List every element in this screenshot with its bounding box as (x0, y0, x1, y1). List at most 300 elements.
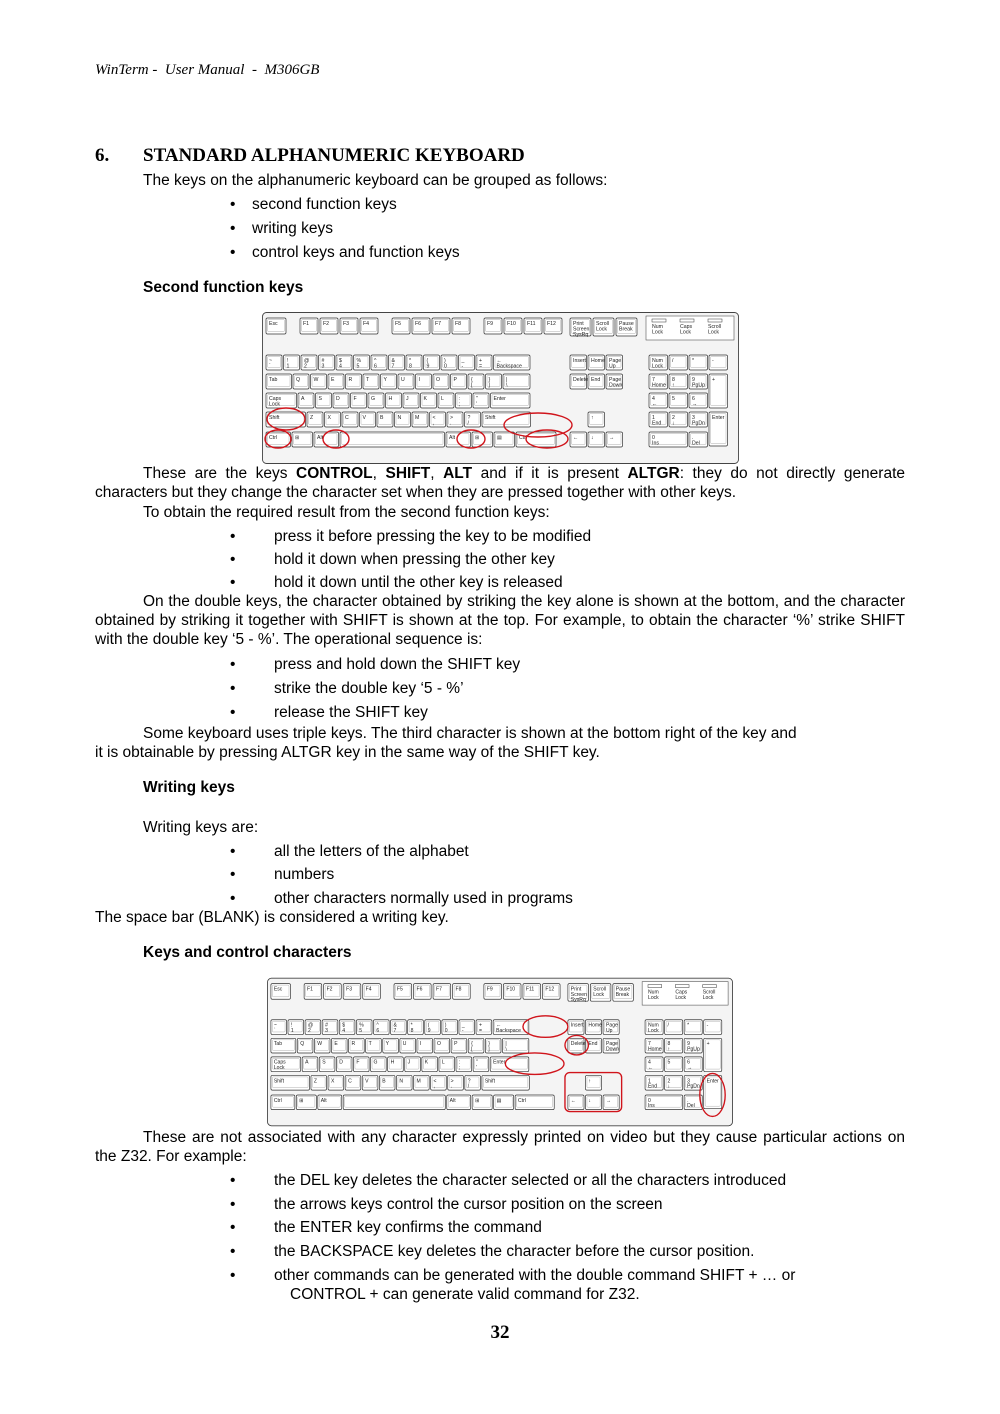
key-label: F1 (307, 986, 313, 993)
key-label: } (488, 1041, 490, 1048)
key-label: Lock (269, 401, 280, 408)
key-label: 8 (410, 1027, 414, 1034)
key (371, 1057, 387, 1072)
numpad-key (689, 432, 708, 447)
space-bar-note: The space bar (BLANK) is considered a writing key. (95, 909, 449, 926)
key (298, 393, 314, 408)
key-label: ] (488, 1046, 490, 1053)
key-label: L (441, 396, 444, 402)
running-header: WinTerm - User Manual - M306GB (95, 62, 320, 78)
list-item: • numbers (230, 866, 335, 883)
numpad-key (665, 1057, 683, 1072)
key (379, 1075, 395, 1090)
key-label: 8 (667, 1041, 671, 1048)
function-key (363, 984, 381, 1000)
section-heading (95, 145, 525, 167)
numpad-key (689, 412, 708, 427)
key (447, 412, 463, 427)
function-key (524, 318, 542, 334)
list-item: • the DEL key deletes the character selected or all the characters introduced (230, 1172, 787, 1189)
backspace-key (494, 355, 531, 370)
key (328, 374, 344, 389)
key-label: [ (471, 382, 473, 389)
key-label: + (712, 377, 716, 383)
key-label: 2 (304, 363, 307, 370)
nav-key (588, 355, 605, 370)
key-label: . (687, 1097, 689, 1104)
key-label: W (313, 377, 319, 383)
key-label: Delete (570, 1041, 586, 1048)
key-label: End (591, 377, 601, 383)
numpad-key (684, 1075, 702, 1090)
function-key (392, 318, 410, 334)
triple-keys-line-2: it is obtainable by pressing ALTGR key in the same way of the SHIFT key. (95, 744, 600, 761)
key-label: Page (605, 1022, 618, 1029)
key-label: U (402, 1041, 407, 1048)
key-label: Delete (573, 377, 588, 383)
key-label: 8 (409, 363, 412, 370)
key (266, 355, 282, 370)
key-label: P (453, 377, 457, 383)
key (386, 393, 402, 408)
double-keys-paragraph: On the double keys, the character obtained by striking the key alone is shown at the bottom, and the character obtained by striking it together with SHIFT is shown at the top. For example, to obtain the character ‘%’ strike SHIFT with the double key ‘5 - %’. The operational sequence is: (95, 593, 905, 648)
key-label: 3 (321, 363, 325, 370)
key (288, 1020, 304, 1035)
key-label: @ (308, 1022, 314, 1029)
key-label: 4 (652, 396, 655, 402)
key-label: O (436, 1041, 441, 1048)
tab-key (266, 374, 292, 389)
key-label: ; (458, 1065, 461, 1072)
intro-text: The keys on the alphanumeric keyboard can be grouped as follows: (143, 172, 608, 189)
key-label: < (432, 415, 436, 421)
key-label: ↑ (672, 382, 675, 389)
key-label: N (399, 1078, 404, 1085)
section-number: 6. (95, 145, 110, 166)
key-label: → (692, 401, 698, 408)
arrow-key (606, 432, 623, 447)
key-label: " (476, 1059, 478, 1066)
key-label: & (393, 1022, 397, 1029)
key-label: Ins (652, 440, 659, 447)
key (336, 355, 352, 370)
key (319, 355, 335, 370)
function-key (300, 318, 318, 334)
key-label: ← (648, 1065, 654, 1072)
key-label: , (432, 420, 434, 427)
key-label: F4 (365, 986, 372, 993)
key-label: / (672, 358, 674, 364)
key-label: : (458, 1059, 461, 1066)
nav-key (568, 1038, 586, 1053)
key-label: N (397, 415, 402, 421)
key-label: Num (648, 1022, 659, 1029)
function-key (504, 318, 522, 334)
key (456, 393, 472, 408)
function-key (544, 318, 562, 334)
key-label: Down (609, 382, 623, 389)
numpad-key (645, 1038, 663, 1053)
key-label: ↓ (588, 1097, 591, 1104)
key-label: → (605, 1097, 612, 1104)
function-key (503, 984, 521, 1000)
system-key (570, 318, 591, 338)
key-label: Alt (317, 435, 324, 441)
group-item: • second function keys (230, 196, 397, 213)
key-label: C (348, 1078, 352, 1085)
key (468, 374, 484, 389)
ctrl-key (266, 432, 291, 447)
key-label: Q (296, 377, 301, 383)
key (339, 1020, 355, 1035)
key-label: 7 (648, 1041, 651, 1048)
key-label: F7 (436, 986, 442, 993)
indicator-label: Lock (675, 994, 687, 1001)
nav-key (570, 374, 588, 389)
key (451, 374, 467, 389)
triple-keys-line-1: Some keyboard uses triple keys. The third character is shown at the bottom right of the key and (143, 725, 797, 742)
key-label: S (318, 396, 322, 402)
key-label: End (588, 1041, 598, 1048)
key-label: 6 (687, 1059, 690, 1066)
key-label: = (478, 1027, 482, 1034)
function-key (452, 318, 470, 334)
list-item: • hold it down until the other key is released (230, 574, 563, 591)
key (333, 393, 349, 408)
key-label: Backspace (496, 1027, 521, 1034)
key-label: Screen (570, 991, 587, 998)
indicator-label: Lock (648, 994, 659, 1001)
key-label: PgDn (692, 420, 705, 427)
key-label: End (648, 1083, 658, 1090)
key-label: 4 (339, 363, 342, 370)
key (311, 1075, 327, 1090)
numpad-key (684, 1020, 702, 1035)
key-label: L (441, 1059, 445, 1066)
key-label: ( (427, 1022, 430, 1029)
key-label: 1 (286, 363, 290, 370)
key-label: ` (269, 363, 271, 370)
key-label: ← (652, 401, 658, 408)
shift-key (271, 1075, 310, 1090)
key-label: S (322, 1059, 326, 1066)
key (363, 374, 379, 389)
key-label: F11 (525, 986, 535, 993)
indicator-light (675, 985, 689, 988)
key-label: Enter (706, 1078, 719, 1085)
key-label: Shift (485, 415, 496, 421)
key-label: ] (488, 382, 490, 389)
key (307, 412, 323, 427)
key-label: > (450, 415, 454, 421)
list-item: • release the SHIFT key (230, 704, 428, 721)
key-label: ! (286, 358, 288, 364)
key-label: W (317, 1041, 323, 1048)
key-label: ← (496, 1022, 502, 1029)
key-label: < (433, 1078, 437, 1085)
indicator-label: Lock (702, 994, 714, 1001)
key (349, 1038, 365, 1053)
key-label: / (467, 1083, 470, 1090)
key (486, 374, 502, 389)
key-label: [ (471, 1046, 473, 1053)
key-label: * (687, 1022, 690, 1029)
key-label: SysRq (570, 997, 586, 1004)
key-label: 0 (444, 363, 447, 370)
key-label: ← (570, 1097, 576, 1104)
key-label: F10 (506, 986, 516, 993)
indicator-label: Caps (680, 324, 693, 330)
key-label: Lock (652, 363, 663, 370)
key (442, 1020, 458, 1035)
indicator-label: Caps (675, 989, 688, 996)
key-label: F4 (363, 321, 370, 327)
key-label: 6 (692, 396, 695, 402)
key-label: 3 (692, 415, 695, 421)
key-label: 0 (648, 1097, 651, 1104)
indicator-label: Num (648, 989, 659, 996)
key-label: C (345, 415, 349, 421)
key (293, 374, 309, 389)
key-label: * (409, 358, 412, 364)
key-label: ? (467, 415, 471, 421)
indicator-label: Scroll (708, 324, 721, 330)
key-label: F (353, 396, 357, 402)
menu-key (494, 1095, 514, 1110)
nav-key (603, 1038, 619, 1053)
key (456, 1057, 472, 1072)
nav-key (568, 1020, 584, 1035)
key-label: Shift (273, 1078, 285, 1085)
key-label: Down (605, 1046, 619, 1053)
key-label: ↑ (667, 1046, 671, 1053)
key (371, 355, 387, 370)
key-label: ^ (376, 1022, 379, 1029)
key (433, 374, 449, 389)
key (448, 1075, 464, 1090)
key-label: 7 (652, 377, 655, 383)
key-label: $ (339, 358, 342, 364)
key-label: 2 (667, 1078, 671, 1085)
space-bar (343, 1095, 445, 1110)
indicator-light (652, 319, 666, 322)
key-label: . (450, 420, 452, 427)
indicator-label: Lock (680, 329, 691, 336)
key-label: F11 (527, 321, 536, 327)
key-label: ( (426, 358, 429, 364)
list-item: • strike the double key ‘5 - %’ (230, 680, 464, 697)
key (354, 355, 370, 370)
key (406, 355, 422, 370)
windows-key (292, 432, 313, 447)
key-label: = (479, 363, 483, 370)
key-label: V (362, 415, 366, 421)
function-key (266, 318, 286, 334)
key (388, 1057, 404, 1072)
key (451, 1038, 467, 1053)
key-label: F12 (545, 986, 555, 993)
key-label: 8 (672, 377, 675, 383)
key-label: 4 (342, 1027, 346, 1034)
key-label: Print (573, 321, 584, 327)
key-label: : (458, 396, 460, 402)
indicator-label: Lock (652, 329, 663, 336)
key-label: % (356, 358, 362, 364)
arrow-key (588, 432, 605, 447)
key-label: + (478, 1022, 482, 1029)
key (331, 1038, 347, 1053)
key (381, 374, 397, 389)
key-label: ↓ (667, 1083, 671, 1090)
key-label: R (348, 377, 353, 383)
key (395, 412, 411, 427)
writing-intro: Writing keys are: (143, 819, 259, 836)
key-label: ' (476, 1065, 478, 1072)
key-label: H (390, 1059, 395, 1066)
key-label: P (454, 1041, 458, 1048)
key-label: # (321, 358, 325, 364)
list-item: • press and hold down the SHIFT key (230, 656, 521, 673)
space-bar (340, 432, 445, 447)
key-label: 7 (391, 363, 395, 370)
key-label: Ctrl (519, 435, 528, 441)
key-label: D (336, 396, 340, 402)
function-key (433, 984, 451, 1000)
numpad-key (665, 1075, 683, 1090)
arrow-key (585, 1075, 601, 1090)
key-label: V (365, 1078, 369, 1085)
numpad-plus-key (709, 374, 728, 408)
key-label: , (433, 1083, 435, 1090)
list-item: • other characters normally used in programs (230, 890, 573, 907)
numpad-key (649, 374, 668, 389)
key-label: 5 (672, 396, 675, 402)
key (422, 1057, 438, 1072)
key-label: Ctrl (518, 1097, 526, 1104)
key (328, 1075, 344, 1090)
key-label: \ (505, 1046, 507, 1053)
shift-key (482, 1075, 529, 1090)
key-label: > (450, 1078, 454, 1085)
key (405, 1057, 421, 1072)
key-label: + (706, 1041, 710, 1048)
key (412, 412, 428, 427)
key (424, 355, 440, 370)
key-label: # (325, 1022, 328, 1029)
key-label: F8 (455, 321, 462, 327)
key (383, 1038, 399, 1053)
windows-key (296, 1095, 316, 1110)
key-label: Alt (449, 435, 456, 441)
key-label: ▤ (496, 1097, 502, 1104)
numpad-key (669, 355, 688, 370)
page-number: 32 (490, 1322, 510, 1343)
key-label: E (331, 377, 335, 383)
numpad-key (689, 374, 708, 389)
numpad-key (704, 1020, 722, 1035)
key-label: Del (692, 440, 700, 447)
key-label: Caps (273, 1059, 286, 1066)
list-item: • the BACKSPACE key deletes the character before the cursor position. (230, 1243, 755, 1260)
numpad-key (649, 412, 668, 427)
key (416, 374, 432, 389)
key-label: Shift (484, 1078, 496, 1085)
key-label: 9 (427, 1027, 431, 1034)
subheading-second-function: Second function keys (143, 279, 304, 296)
key-label: _ (461, 358, 465, 364)
indicator-label: Num (652, 324, 663, 330)
key-label: Y (383, 377, 387, 383)
key-label: _ (461, 1022, 465, 1029)
key-label: J (407, 1059, 411, 1066)
key-label: ^ (374, 358, 377, 364)
key-label: 5 (359, 1027, 363, 1034)
key-label: ⊞ (299, 1097, 304, 1104)
function-key (453, 984, 471, 1000)
numpad-key (649, 393, 668, 408)
numpad-key (645, 1057, 663, 1072)
key (502, 1038, 528, 1053)
function-key (304, 984, 322, 1000)
key-label: ; (458, 401, 460, 408)
key (459, 1020, 475, 1035)
key-label: Scroll (593, 986, 607, 993)
key (356, 1020, 372, 1035)
key-label: Home (648, 1046, 662, 1053)
key (431, 1075, 447, 1090)
key-label: ↑ (591, 415, 594, 421)
key-label: B (380, 415, 384, 421)
key-label: B (382, 1078, 386, 1085)
system-key (593, 318, 614, 336)
key (353, 1057, 369, 1072)
alt-key (447, 1095, 471, 1110)
key-label: 1 (652, 415, 655, 421)
key-label: Enter (493, 1059, 506, 1066)
numpad-key (689, 355, 708, 370)
key-label: PgUp (687, 1046, 700, 1053)
key (391, 1020, 407, 1035)
numpad-key (684, 1057, 702, 1072)
key-label: Page (609, 377, 622, 383)
key (271, 1020, 287, 1035)
key-label: | (506, 377, 508, 383)
list-item: • press it before pressing the key to be modified (230, 528, 592, 545)
key-label: F1 (303, 321, 310, 327)
key-label: \ (506, 382, 508, 389)
key-label: F7 (435, 321, 442, 327)
key-label: Break (619, 326, 633, 333)
key-label: Pause (615, 986, 631, 993)
key-label: ↓ (591, 435, 594, 441)
function-key (324, 984, 342, 1000)
nav-key (588, 374, 605, 389)
key (403, 393, 419, 408)
key-label: F8 (455, 986, 462, 993)
list-item: • hold it down when pressing the other key (230, 551, 555, 568)
key-label: 9 (692, 377, 695, 383)
key (468, 1038, 484, 1053)
key-label: 3 (325, 1027, 328, 1034)
numpad-enter-key (709, 412, 728, 446)
key (377, 412, 393, 427)
key-label: ↓ (672, 420, 675, 427)
numpad-key (649, 432, 688, 447)
group-item: • writing keys (230, 220, 333, 237)
key (345, 1075, 361, 1090)
key-label: 1 (290, 1027, 294, 1034)
key (400, 1038, 416, 1053)
